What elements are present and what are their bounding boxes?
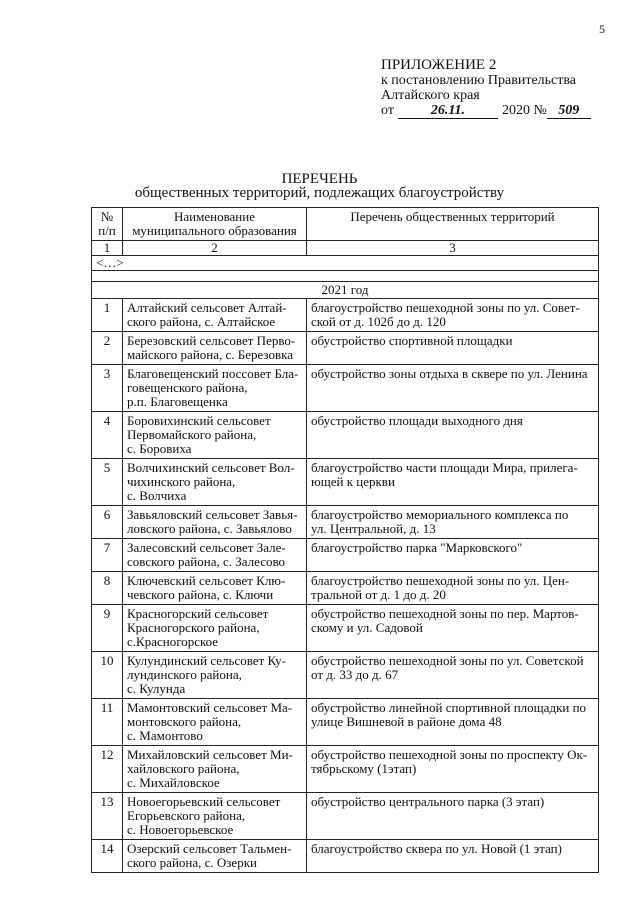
ellipsis: <…> xyxy=(92,256,599,271)
resolution-year: 2020 № xyxy=(501,103,547,118)
header-row xyxy=(92,208,599,241)
page-number: 5 xyxy=(599,22,605,36)
territory-description: обустройство площади выходного дня xyxy=(307,412,599,459)
row-number: 8 xyxy=(92,572,123,605)
municipality-name: Боровихинский сельсовет Первомайского района, с. Боровиха xyxy=(123,412,307,459)
table-row xyxy=(92,506,599,539)
municipality-name: Алтайский сельсовет Алтай- ского района, с. Алтайское xyxy=(123,299,307,332)
row-number: 2 xyxy=(92,332,123,365)
row-number: 10 xyxy=(92,652,123,699)
table-row xyxy=(92,365,599,412)
row-number: 5 xyxy=(92,459,123,506)
table-row xyxy=(92,539,599,572)
territory-description: обустройство пешеходной зоны по пер. Мартов- скому и ул. Садовой xyxy=(307,605,599,652)
municipality-name: Красногорский сельсовет Красногорского района, с.Красногорское xyxy=(123,605,307,652)
table-row xyxy=(92,840,599,873)
row-number: 7 xyxy=(92,539,123,572)
column-numbers-row xyxy=(92,241,599,256)
table-row xyxy=(92,793,599,840)
row-number: 9 xyxy=(92,605,123,652)
row-number: 11 xyxy=(92,699,123,746)
table-row xyxy=(92,459,599,506)
row-number: 1 xyxy=(92,299,123,332)
row-number: 12 xyxy=(92,746,123,793)
row-number: 14 xyxy=(92,840,123,873)
ellipsis-row xyxy=(92,256,599,271)
appendix-date-line xyxy=(381,103,591,119)
territory-description: обустройство пешеходной зоны по ул. Советской от д. 33 до д. 67 xyxy=(307,652,599,699)
municipality-name: Михайловский сельсовет Ми- хайловского района, с. Михайловское xyxy=(123,746,307,793)
table-row xyxy=(92,605,599,652)
territory-description: благоустройство пешеходной зоны по ул. Цен- тральной от д. 1 до д. 20 xyxy=(307,572,599,605)
col-number-1: 1 xyxy=(92,241,123,256)
municipality-name: Ключевский сельсовет Клю- чевского района, с. Ключи xyxy=(123,572,307,605)
row-number: 6 xyxy=(92,506,123,539)
table-row xyxy=(92,332,599,365)
municipality-name: Березовский сельсовет Перво- майского района, с. Березовка xyxy=(123,332,307,365)
territory-description: обустройство пешеходной зоны по проспекту Ок- тябрьскому (1этап) xyxy=(307,746,599,793)
table-row xyxy=(92,652,599,699)
territory-description: обустройство спортивной площадки xyxy=(307,332,599,365)
municipality-name: Мамонтовский сельсовет Ма- монтовского района, с. Мамонтово xyxy=(123,699,307,746)
municipality-name: Благовещенский поссовет Бла- говещенского района, р.п. Благовещенка xyxy=(123,365,307,412)
spacer-cell xyxy=(92,271,599,282)
territory-description: обустройство центрального парка (3 этап) xyxy=(307,793,599,840)
appendix-line-1: к постановлению Правительства xyxy=(381,73,577,88)
document-subtitle: общественных территорий, подлежащих благоустройству xyxy=(134,185,505,201)
municipality-name: Залесовский сельсовет Зале- совского района, с. Залесово xyxy=(123,539,307,572)
spacer-row xyxy=(92,271,599,282)
municipality-name: Озерский сельсовет Тальмен- ского района, с. Озерки xyxy=(123,840,307,873)
territory-description: благоустройство пешеходной зоны по ул. Совет- ской от д. 102б до д. 120 xyxy=(307,299,599,332)
appendix-block xyxy=(381,58,591,119)
row-number: 3 xyxy=(92,365,123,412)
row-number: 13 xyxy=(92,793,123,840)
header-number: № п/п xyxy=(92,208,123,241)
territory-description: благоустройство части площади Мира, прилега- ющей к церкви xyxy=(307,459,599,506)
document-title: ПЕРЕЧЕНЬ xyxy=(281,171,358,187)
municipality-name: Завьяловский сельсовет Завья- ловского района, с. Завьялово xyxy=(123,506,307,539)
territories-table xyxy=(91,207,599,873)
appendix-title: ПРИЛОЖЕНИЕ 2 xyxy=(381,57,497,73)
table-row xyxy=(92,699,599,746)
territory-description: благоустройство парка "Марковского" xyxy=(307,539,599,572)
col-number-3: 3 xyxy=(307,241,599,256)
table-row xyxy=(92,299,599,332)
col-number-2: 2 xyxy=(123,241,307,256)
territory-description: обустройство зоны отдыха в сквере по ул. Ленина xyxy=(307,365,599,412)
territory-description: благоустройство мемориального комплекса по ул. Центральной, д. 13 xyxy=(307,506,599,539)
year-row xyxy=(92,282,599,299)
territory-description: обустройство линейной спортивной площадки по улице Вишневой в районе дома 48 xyxy=(307,699,599,746)
table-row xyxy=(92,746,599,793)
row-number: 4 xyxy=(92,412,123,459)
header-name: Наименование муниципального образования xyxy=(123,208,307,241)
municipality-name: Новоегорьевский сельсовет Егорьевского района, с. Новоегорьевское xyxy=(123,793,307,840)
territory-description: благоустройство сквера по ул. Новой (1 этап) xyxy=(307,840,599,873)
year-label: 2021 год xyxy=(92,282,599,299)
table-row xyxy=(92,412,599,459)
resolution-date: 26.11. xyxy=(398,104,498,119)
resolution-number: 509 xyxy=(547,104,591,119)
appendix-line-2: Алтайского края xyxy=(381,88,480,103)
header-territories: Перечень общественных территорий xyxy=(307,208,599,241)
table-row xyxy=(92,572,599,605)
from-label: от xyxy=(381,103,394,118)
municipality-name: Волчихинский сельсовет Вол- чихинского района, с. Волчиха xyxy=(123,459,307,506)
municipality-name: Кулундинский сельсовет Ку- лундинского района, с. Кулунда xyxy=(123,652,307,699)
